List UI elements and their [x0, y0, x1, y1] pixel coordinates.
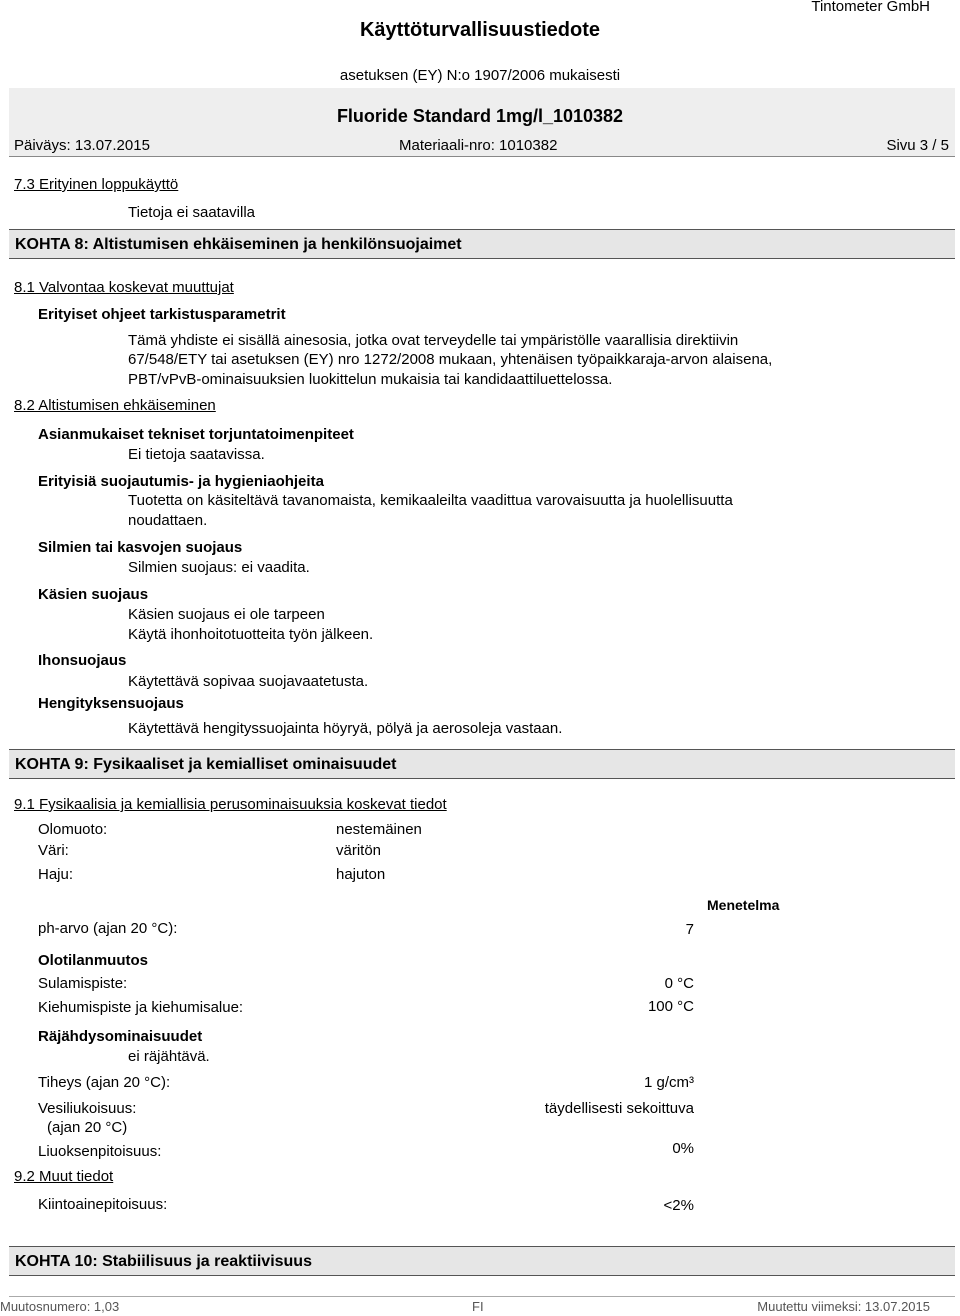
hand-heading: Käsien suojaus [38, 586, 149, 603]
material-number: Materiaali-nro: 1010382 [399, 137, 558, 154]
hand-line-1: Käsien suojaus ei ole tarpeen [128, 606, 325, 623]
footer-modified: Muutettu viimeksi: 13.07.2015 [757, 1299, 930, 1314]
skin-text: Käytettävä sopivaa suojavaatetusta. [128, 673, 369, 690]
s91-heading: 9.1 Fysikaalisia ja kemiallisia perusominaisuuksia koskevat tiedot [14, 796, 447, 813]
solvent-label: Liuoksenpitoisuus: [38, 1143, 162, 1160]
resp-heading: Hengityksensuojaus [38, 695, 184, 712]
state-heading: Olotilanmuutos [38, 952, 148, 969]
skin-heading: Ihonsuojaus [38, 652, 127, 669]
ph-value: 7 [685, 921, 694, 938]
s92-heading: 9.2 Muut tiedot [14, 1168, 114, 1185]
section8-title: KOHTA 8: Altistumisen ehkäiseminen ja henkilönsuojaimet [15, 236, 462, 253]
params-line-3: PBT/vPvB-ominaisuuksien luokittelun mukaisia tai kandidaattiluettelossa. [128, 371, 613, 388]
solvent-value: 0% [672, 1140, 694, 1157]
s82-heading: 8.2 Altistumisen ehkäiseminen [14, 397, 216, 414]
eye-text: Silmien suojaus: ei vaadita. [128, 559, 310, 576]
melting-value: 0 °C [664, 975, 694, 992]
water-label: Vesiliukoisuus: [38, 1100, 137, 1117]
footer-language: FI [472, 1299, 484, 1314]
water-label-temp: (ajan 20 °C) [47, 1119, 128, 1136]
form-value: nestemäinen [336, 821, 422, 838]
eye-heading: Silmien tai kasvojen suojaus [38, 539, 243, 556]
footer-divider [9, 1296, 955, 1297]
s73-text: Tietoja ei saatavilla [128, 204, 256, 221]
product-name: Fluoride Standard 1mg/l_1010382 [336, 106, 624, 126]
water-value: täydellisesti sekoittuva [544, 1100, 694, 1117]
header-date: Päiväys: 13.07.2015 [14, 137, 150, 154]
footer-revision: Muutosnumero: 1,03 [0, 1299, 120, 1314]
density-label: Tiheys (ajan 20 °C): [38, 1074, 171, 1091]
density-value: 1 g/cm³ [643, 1074, 694, 1091]
company-name: Tintometer GmbH [811, 0, 930, 15]
section10-bar [9, 1246, 955, 1276]
section8-bar [9, 229, 955, 259]
header-divider [9, 156, 955, 157]
params-heading: Erityiset ohjeet tarkistusparametrit [38, 306, 286, 323]
melting-label: Sulamispiste: [38, 975, 128, 992]
resp-text: Käytettävä hengityssuojainta höyryä, pölyä ja aerosoleja vastaan. [128, 720, 563, 737]
hygiene-line-1: Tuotetta on käsiteltävä tavanomaista, kemikaaleilta vaadittua varovaisuutta ja huolellisuutta [128, 492, 733, 509]
ph-label: ph-arvo (ajan 20 °C): [38, 920, 178, 937]
solids-value: <2% [663, 1197, 694, 1214]
page-number: Sivu 3 / 5 [886, 137, 949, 154]
hand-line-2: Käytä ihonhoitotuotteita työn jälkeen. [128, 626, 374, 643]
tech-text: Ei tietoja saatavissa. [128, 446, 265, 463]
section9-title: KOHTA 9: Fysikaaliset ja kemialliset ominaisuudet [15, 756, 397, 773]
section10-title: KOHTA 10: Stabiilisuus ja reaktiivisuus [15, 1253, 312, 1270]
hygiene-line-2: noudattaen. [128, 512, 208, 529]
s81-heading: 8.1 Valvontaa koskevat muuttujat [14, 279, 234, 296]
section9-bar [9, 749, 955, 779]
tech-heading: Asianmukaiset tekniset torjuntatoimenpiteet [38, 426, 354, 443]
params-line-1: Tämä yhdiste ei sisällä ainesosia, jotka ovat terveydelle tai ympäristölle vaarallisia direktiivin [128, 332, 739, 349]
hygiene-heading: Erityisiä suojautumis- ja hygieniaohjeita [38, 473, 324, 490]
regulation-line: asetuksen (EY) N:o 1907/2006 mukaisesti [339, 67, 621, 84]
solids-label: Kiintoainepitoisuus: [38, 1196, 168, 1213]
document-title: Käyttöturvallisuustiedote [359, 19, 601, 41]
odor-value: hajuton [336, 866, 386, 883]
method-header: Menetelma [707, 897, 780, 913]
odor-label: Haju: [38, 866, 74, 883]
params-line-2: 67/548/ETY tai asetuksen (EY) nro 1272/2008 mukaan, yhtenäisen työpaikkaraja-arvon alaisena, [128, 351, 773, 368]
boiling-value: 100 °C [647, 998, 694, 1015]
form-label: Olomuoto: [38, 821, 108, 838]
color-label: Väri: [38, 842, 69, 859]
explosive-text: ei räjähtävä. [128, 1048, 210, 1065]
color-value: väritön [336, 842, 382, 859]
boiling-label: Kiehumispiste ja kiehumisalue: [38, 999, 244, 1016]
s73-heading: 7.3 Erityinen loppukäyttö [14, 176, 179, 193]
explosive-heading: Räjähdysominaisuudet [38, 1028, 203, 1045]
